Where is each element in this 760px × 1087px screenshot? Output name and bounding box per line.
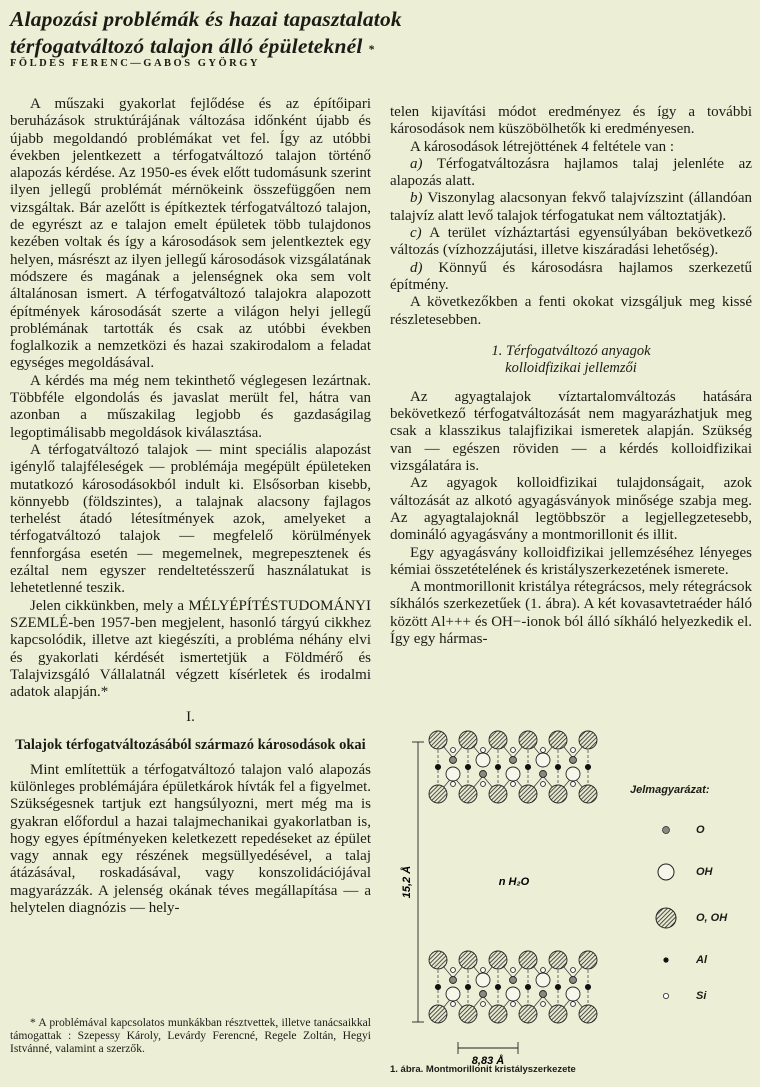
oxygen-atom — [519, 1005, 537, 1023]
crystal-structure-figure — [388, 712, 758, 1087]
paragraph: A térfogatváltozó talajok — mint speciális alapozást igénylő talajféleségek — problémája megépült épületeken mutatkozó károsodásokból indult ki. Elsősorban kisebb, könnyebb (földszintes), a talajnak alacsony fajlagos terhelést átadó létesítmények azok, amelyeket a térfogatváltozó talajok — megfelelő körülmények fennforgása esetén — megemelnek, megrepesztenek és ezáltal nem egyszer rendeltetésszerű használatukat is lehetetlenné teszik. — [10, 441, 371, 597]
oxygen-atom — [459, 785, 477, 803]
vertical-dimension-label: 15,2 Å — [401, 865, 413, 899]
legend-silicon-symbol — [663, 993, 668, 998]
title-footnote-mark: * — [368, 42, 375, 56]
water-layer-label: n H₂O — [498, 876, 530, 888]
condition-b: b) Viszonylag alacsonyan fekvő talajvízszint (állandóan talajvíz alatt levő talajok térfogatukat nem változtatják). — [390, 190, 752, 224]
legend-label-aluminium: Al — [696, 954, 707, 966]
condition-a: a) Térfogatváltozásra hajlamos talaj jelenléte az alapozás alatt. — [390, 155, 753, 190]
oxygen-atom — [579, 785, 597, 803]
oxygen-atom — [549, 785, 567, 803]
silicon-atom — [541, 1002, 546, 1007]
hydroxyl-atom — [570, 757, 577, 764]
section-number: I. — [186, 709, 195, 726]
hydroxyl-atom — [510, 977, 517, 984]
silicon-atom — [511, 782, 516, 787]
paragraph: telen kijavítási módot eredményez és így a további károsodások nem küszöbölhetők ki eredményesen. — [390, 104, 752, 138]
hydroxyl-atom — [506, 767, 520, 781]
legend-aluminium-symbol — [663, 957, 668, 962]
legend-label-oxygen: O — [696, 824, 705, 836]
hydroxyl-atom — [566, 767, 580, 781]
paragraph: Egy agyagásvány kolloidfizikai jellemzéséhez lényeges kémiai összetételének és kristályszerkezetének ismerete. — [390, 544, 752, 578]
hydroxyl-atom — [476, 973, 490, 987]
hydroxyl-atom — [510, 757, 517, 764]
silicon-atom — [481, 782, 486, 787]
oxygen-atom — [549, 731, 567, 749]
crystal-structure-diagram — [388, 712, 758, 1087]
oxygen-atom — [429, 785, 447, 803]
aluminium-atom — [585, 984, 590, 989]
silicon-atom — [451, 968, 456, 973]
aluminium-atom — [525, 764, 530, 769]
legend-hydroxyl-symbol — [658, 864, 674, 880]
silicon-atom — [541, 748, 546, 753]
paragraph: Az agyagok kolloidfizikai tulajdonságait, azok változását az alkotó agyagásványok minősége szabja meg. Az agyagtalajoknál legtöbbször a legjellegzetesebb, domináló agyagásvány a montmorillonit és illit. — [390, 475, 752, 544]
paragraph: Az agyagtalajok víztartalomváltozás hatására bekövetkező térfogatváltozását nem magyarázhatjuk meg csak a klasszikus talajfizikai ismeretek alapján. Szükség van — egészen röviden — a kérdés kolloidfizikai vizsgálatára is. — [390, 388, 752, 475]
aluminium-atom — [435, 764, 440, 769]
oxygen-atom — [429, 951, 447, 969]
silicon-atom — [541, 968, 546, 973]
hydroxyl-atom — [506, 987, 520, 1001]
footnote — [10, 1016, 371, 1055]
silicon-atom — [571, 782, 576, 787]
oxygen-atom — [579, 951, 597, 969]
oxygen-atom — [429, 731, 447, 749]
authors: FÖLDES FERENC—GABOS GYÖRGY — [10, 58, 260, 69]
hydroxyl-atom — [536, 973, 550, 987]
hydroxyl-atom — [450, 977, 457, 984]
oxygen-atom — [489, 785, 507, 803]
aluminium-atom — [555, 764, 560, 769]
paragraph: A műszaki gyakorlat fejlődése és az építőipari beruházások struktúrájának változása időnként újabb és újabb megoldandó problémákat vet fel. Így az utóbbi években jelentkezett a térfogatváltozó talajon történő alapozás kérdése. Az 1950-es évek előtt tudomásunk szerint ilyen jellegű problémát mérnökeink összefüggően nem vizsgáltak. Bár azelőtt is építkeztek térfogatváltozó talajon, de egyrészt az e talajon emelt épületek több tulajdonos kezében voltak és így a károsodások sem jelentkeztek egy helyen, másrészt az ilyen jellegű károsodások vizsgálatának módszere és magának a jelenségnek oka sem volt általánosan ismert. A térfogatváltozó talajokra alapozott építmények károsodását szerte a világon helyi jellegű problémának tartották és csak az utóbbi években foglalkozik a nemzetközi és hazai szakirodalom a feladat egységes megoldásával. — [10, 96, 371, 372]
paragraph: Mint említettük a térfogatváltozó talajon való alapozás különleges problémájára épületkárok hívták fel a figyelmet. Szükségesnek tartjuk ezt hangsúlyozni, mert még ma is gyakran előfordul a hazai talajmechanikai gyakorlatban is, hogy egyes építményeken keletkezett repedéseket az épület vagy annak egy részének megsüllyedésével, a talaj átázásával, roskadásával, vagy konszolidációjával magyarázzák. A jelenség okának téves megállapítása — a helytelen diagnózis — hely- — [10, 761, 371, 917]
right-column — [390, 104, 752, 648]
aluminium-atom — [435, 984, 440, 989]
silicon-atom — [481, 1002, 486, 1007]
silicon-atom — [571, 968, 576, 973]
legend-symbols — [656, 827, 676, 999]
hydroxyl-atom — [450, 757, 457, 764]
paragraph: A károsodások létrejöttének 4 feltétele van : — [410, 138, 675, 155]
oxygen-atom — [459, 951, 477, 969]
title-line-1: Alapozási problémák és hazai tapasztalatok — [10, 7, 402, 31]
aluminium-atom — [525, 984, 530, 989]
oxygen-atom — [549, 951, 567, 969]
oxygen-atom — [489, 731, 507, 749]
silicon-atom — [511, 968, 516, 973]
horizontal-dimension-label: 8,83 Å — [471, 1055, 505, 1067]
oxygen-atom — [519, 951, 537, 969]
hydroxyl-atom — [570, 977, 577, 984]
hydroxyl-atom — [480, 991, 487, 998]
legend-oxygen-hydroxyl-symbol — [656, 908, 676, 928]
oxygen-atom — [489, 1005, 507, 1023]
title-line-2: térfogatváltozó talajon álló épületeknél * — [10, 34, 375, 58]
aluminium-atom — [465, 764, 470, 769]
aluminium-atom — [555, 984, 560, 989]
oxygen-atom — [489, 951, 507, 969]
condition-d: d) Könnyű és károsodásra hajlamos szerkezetű építmény. — [390, 259, 752, 293]
figure-caption: 1. ábra. Montmorillonit kristályszerkezete — [390, 1064, 576, 1075]
paragraph: Jelen cikkünkben, mely a MÉLYÉPÍTÉSTUDOMÁNYI SZEMLÉ-ben 1957-ben megjelent, hasonló tárgyú cikkhez kapcsolódik, illetve azt kiegészíti, a probléma néhány elvi és gyakorlati kérdését ismertetjük a Földmérő és Talajvizsgáló Vállalatnál végzett kísérletek és irodalmi adatok alapján.* — [10, 597, 371, 701]
legend-label-hydroxyl: OH — [696, 866, 713, 878]
article-title — [10, 6, 750, 63]
subsection-heading: 1. Térfogatváltozó anyagok kolloidfizikai jellemzői — [491, 342, 651, 376]
silicon-atom — [451, 1002, 456, 1007]
oxygen-atom — [459, 731, 477, 749]
oxygen-atom — [459, 1005, 477, 1023]
aluminium-atom — [495, 984, 500, 989]
condition-c: c) A terület vízháztartási egyensúlyában bekövetkező változás (vízhozzájutási, illetve kiszáradási lehetőség). — [390, 225, 752, 259]
hydroxyl-atom — [446, 767, 460, 781]
oxygen-atom — [429, 1005, 447, 1023]
silicon-atom — [541, 782, 546, 787]
silicon-atom — [511, 748, 516, 753]
hydroxyl-atom — [476, 753, 490, 767]
silicon-atom — [481, 748, 486, 753]
silicon-atom — [451, 748, 456, 753]
paragraph: A következőkben a fenti okokat vizsgáljuk meg kissé részletesebben. — [390, 294, 752, 328]
aluminium-atom — [585, 764, 590, 769]
paragraph: A montmorillonit kristálya rétegrácsos, mely rétegrácsok síkhálós szerkezetűek (1. ábra). A két kovasavtetraéder háló között Al+++ és OH−-ionok ból álló síkháló helyezkedik el. Így egy hármas- — [390, 579, 752, 648]
paragraph: A kérdés ma még nem tekinthető véglegesen lezártnak. Többféle elgondolás és javaslat merült fel, hátra van azonban a műszakilag legjobb és gazdaságilag legoptimálisabb megoldások kiválasztása. — [10, 372, 371, 441]
hydroxyl-atom — [540, 991, 547, 998]
oxygen-atom — [549, 1005, 567, 1023]
hydroxyl-atom — [566, 987, 580, 1001]
section-heading: Talajok térfogatváltozásából származó károsodások okai — [15, 736, 366, 753]
legend-label-silicon: Si — [696, 990, 707, 1002]
oxygen-atom — [519, 785, 537, 803]
silicon-atom — [511, 1002, 516, 1007]
silicon-atom — [571, 748, 576, 753]
oxygen-atom — [519, 731, 537, 749]
legend-oxygen-symbol — [663, 827, 670, 834]
oxygen-atom — [579, 1005, 597, 1023]
aluminium-atom — [465, 984, 470, 989]
oxygen-atom — [579, 731, 597, 749]
silicon-atom — [451, 782, 456, 787]
hydroxyl-atom — [480, 771, 487, 778]
legend-label-oxygen-hydroxyl: O, OH — [696, 912, 728, 924]
legend-title: Jelmagyarázat: — [630, 784, 710, 796]
hydroxyl-atom — [446, 987, 460, 1001]
hydroxyl-atom — [540, 771, 547, 778]
left-column — [10, 96, 371, 917]
silicon-atom — [571, 1002, 576, 1007]
silicon-atom — [481, 968, 486, 973]
hydroxyl-atom — [536, 753, 550, 767]
footnote-text: * A problémával kapcsolatos munkákban résztvettek, illetve tanácsaikkal támogattak : Szepessy Károly, Levárdy Ferencné, Regele Zoltán, Hegyi Istvánné, valamint a szerzők. — [10, 1016, 371, 1055]
aluminium-atom — [495, 764, 500, 769]
